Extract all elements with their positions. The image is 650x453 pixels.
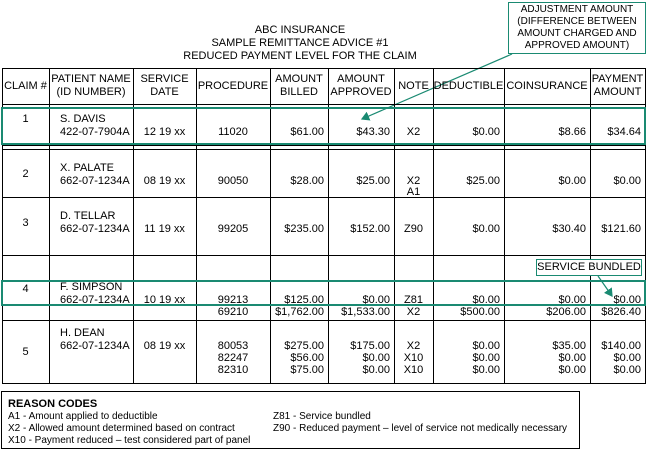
coinsurance: $30.40	[552, 223, 586, 235]
deductible: $500.00	[460, 306, 500, 318]
deductible: $0.00	[472, 126, 500, 138]
note-code: X2	[406, 340, 421, 352]
note-code: X10	[403, 352, 424, 364]
column-header-coinsurance: COINSURANCE	[506, 80, 588, 92]
procedure-code: 90050	[217, 175, 249, 187]
column-header-procedure: PROCEDURE	[197, 80, 269, 92]
column-header-note: NOTE	[398, 80, 429, 92]
patient-name: H. DEAN	[60, 327, 105, 339]
note-code: Z81	[404, 294, 423, 306]
payment-amount: $34.64	[607, 126, 641, 138]
patient-id: 662-07-1234A	[60, 294, 130, 306]
patient-id: 422-07-7904A	[60, 126, 130, 138]
patient-id: 662-07-1234A	[60, 340, 130, 352]
claim-number: 3	[22, 217, 29, 229]
deductible: $0.00	[472, 223, 500, 235]
claim-number: 2	[22, 168, 29, 180]
patient-id: 662-07-1234A	[60, 175, 130, 187]
procedure-code: 82247	[217, 352, 249, 364]
coinsurance: $35.00	[552, 340, 586, 352]
column-header-deductible: DEDUCTIBLE	[433, 80, 504, 92]
note-code: Z90	[404, 223, 423, 235]
amount-billed: $61.00	[290, 126, 324, 138]
service-date: 08 19 xx	[143, 340, 186, 352]
highlight-claim-1	[1, 107, 646, 145]
patient-id: 662-07-1234A	[60, 223, 130, 235]
amount-billed: $275.00	[284, 340, 324, 352]
patient-name: X. PALATE	[60, 162, 115, 174]
procedure-code: 80053	[217, 340, 249, 352]
procedure-code: 11020	[218, 126, 248, 138]
reason-code-z90: Z90 - Reduced payment – level of service not medically necessary	[273, 423, 568, 434]
payment-amount: $121.60	[601, 223, 641, 235]
deductible: $0.00	[472, 352, 500, 364]
note-code: X2	[406, 175, 421, 187]
column-header-patient: PATIENT NAME (ID NUMBER)	[51, 73, 131, 98]
deductible: $0.00	[472, 340, 500, 352]
claim-number: 1	[22, 113, 29, 125]
column-header-claim: CLAIM #	[4, 80, 47, 92]
column-header-amount-billed: AMOUNT BILLED	[275, 73, 323, 98]
amount-billed: $235.00	[284, 223, 324, 235]
payment-amount: $0.00	[613, 352, 641, 364]
service-date: 11 19 xx	[144, 223, 185, 235]
amount-billed: $75.00	[290, 364, 324, 376]
payment-amount: $0.00	[613, 175, 641, 187]
procedure-code: 99205	[217, 223, 249, 235]
patient-name: S. DAVIS	[60, 113, 106, 125]
claim-number: 5	[22, 346, 29, 358]
reason-codes-title: REASON CODES	[8, 398, 98, 410]
reason-code-x2: X2 - Allowed amount determined based on contract	[8, 423, 235, 434]
note-code: X2	[406, 306, 421, 318]
callout-line: ADJUSTMENT AMOUNT	[520, 4, 634, 15]
callout-line: AMOUNT CHARGED AND	[517, 28, 637, 39]
amount-approved: $0.00	[362, 364, 390, 376]
column-header-payment-amount: PAYMENT AMOUNT	[591, 73, 644, 98]
note-code: A1	[406, 186, 421, 198]
coinsurance: $0.00	[558, 364, 586, 376]
procedure-code: 99213	[217, 294, 249, 306]
deductible: $0.00	[472, 364, 500, 376]
procedure-code: 82310	[217, 364, 249, 376]
coinsurance: $8.66	[558, 126, 586, 138]
amount-approved: $175.00	[350, 340, 390, 352]
column-header-service-date: SERVICE DATE	[140, 73, 189, 98]
coinsurance: $0.00	[558, 175, 586, 187]
payment-amount: $0.00	[613, 364, 641, 376]
coinsurance: $206.00	[546, 306, 586, 318]
note-code: X10	[403, 364, 424, 376]
payment-amount: $140.00	[601, 340, 641, 352]
reason-code-z81: Z81 - Service bundled	[273, 411, 371, 422]
patient-name: F. SIMPSON	[60, 281, 123, 293]
amount-billed: $1,762.00	[275, 306, 324, 318]
header-line-3: REDUCED PAYMENT LEVEL FOR THE CLAIM	[183, 50, 417, 62]
note-code: X2	[406, 126, 421, 138]
patient-name: D. TELLAR	[60, 210, 116, 222]
deductible: $0.00	[472, 294, 500, 306]
amount-approved: $1,533.00	[341, 306, 390, 318]
amount-billed: $56.00	[290, 352, 324, 364]
reason-code-a1: A1 - Amount applied to deductible	[8, 411, 158, 422]
payment-amount: $826.40	[601, 306, 641, 318]
amount-billed: $125.00	[284, 294, 324, 306]
coinsurance: $0.00	[558, 352, 586, 364]
payment-amount: $0.00	[613, 294, 641, 306]
header-line-2: SAMPLE REMITTANCE ADVICE #1	[211, 37, 389, 49]
column-header-amount-approved: AMOUNT APPROVED	[330, 73, 392, 98]
coinsurance: $0.00	[558, 294, 586, 306]
deductible: $25.00	[466, 175, 500, 187]
highlight-claim-4	[1, 280, 646, 306]
amount-billed: $28.00	[290, 175, 324, 187]
claim-number: 4	[22, 283, 29, 295]
callout-label: SERVICE BUNDLED	[537, 261, 641, 273]
amount-approved: $43.30	[356, 126, 390, 138]
service-date: 12 19 xx	[143, 126, 186, 138]
reason-codes-box	[1, 391, 580, 449]
service-date: 08 19 xx	[143, 175, 186, 187]
amount-approved: $0.00	[362, 352, 390, 364]
service-bundled-callout	[536, 259, 642, 276]
amount-approved: $0.00	[362, 294, 390, 306]
callout-line: APPROVED AMOUNT)	[524, 40, 630, 51]
service-date: 10 19 xx	[143, 294, 186, 306]
procedure-code: 69210	[217, 306, 249, 318]
reason-code-x10: X10 - Payment reduced – test considered part of panel	[8, 435, 251, 446]
amount-approved: $25.00	[356, 175, 390, 187]
callout-line: (DIFFERENCE BETWEEN	[517, 16, 637, 27]
header-line-1: ABC INSURANCE	[254, 24, 346, 36]
amount-approved: $152.00	[350, 223, 390, 235]
